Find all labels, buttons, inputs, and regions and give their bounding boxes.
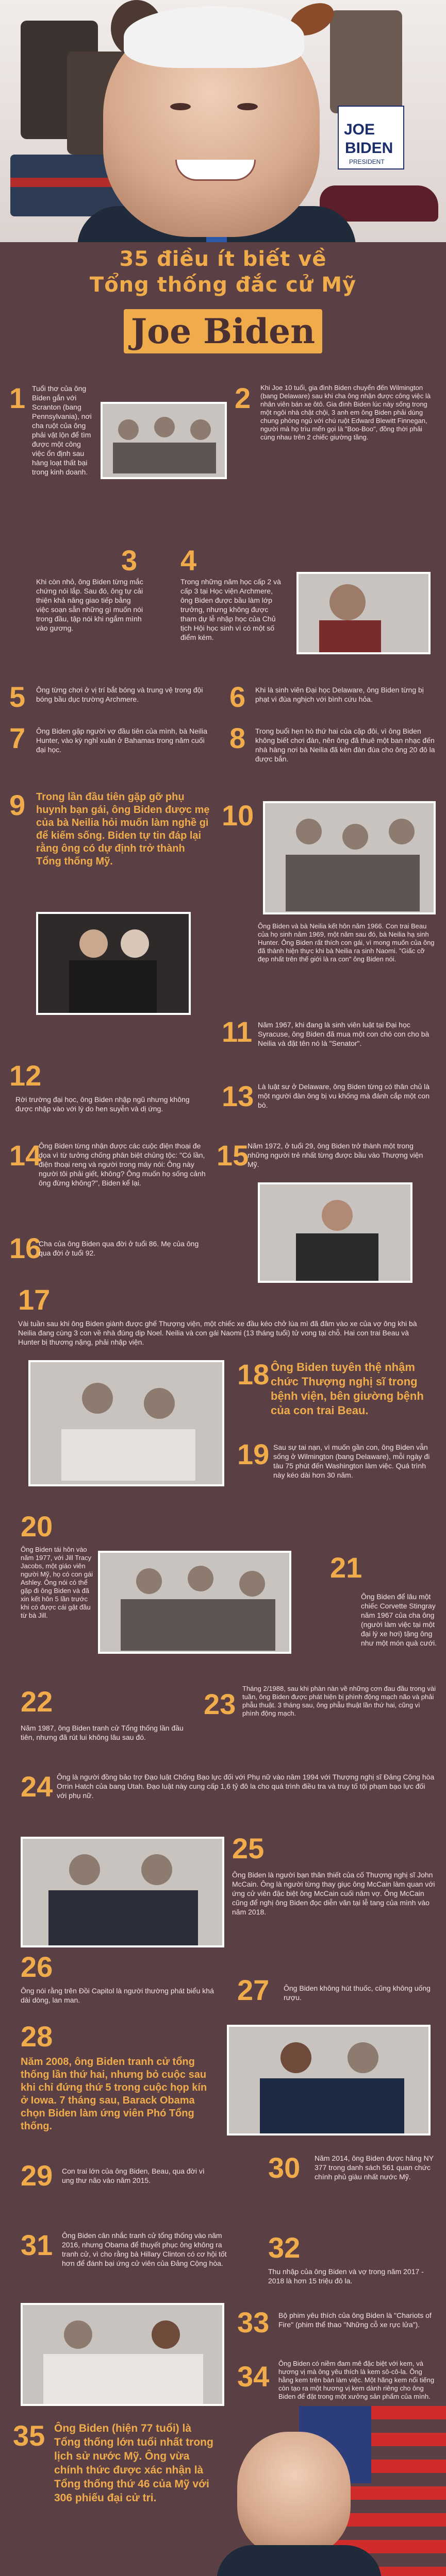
item-number: 20 <box>21 1510 53 1543</box>
item-number: 19 <box>237 1438 270 1470</box>
item-text: Sau sự tai nạn, vì muốn gần con, ông Biden vẫn sống ở Wilmington (bang Delaware), mỗi ngày đi tàu 75 phút đến Washington làm việc. Quá trình này kéo dài hơn 30 năm. <box>273 1443 430 1479</box>
campaign-poster <box>338 106 404 170</box>
item-number: 32 <box>268 2231 301 2264</box>
item-number: 11 <box>222 1015 253 1048</box>
item-text: Khi là sinh viên Đại học Delaware, ông Biden từng bị phạt vì đùa nghịch với bình cứu hỏa. <box>255 686 424 703</box>
title-name-box <box>124 309 322 353</box>
item-text: Năm 1967, khi đang là sinh viên luật tại Đại học Syracuse, ông Biden đã mua một con chó con cho bà Neilia và đặt tên nó là "Senator". <box>258 1021 430 1047</box>
item-text: Khi Joe 10 tuổi, gia đình Biden chuyển đến Wilmington (bang Delaware) sau khi cha ông nhận được công việc là nhân viên bán xe ôtô. Gia đình Biden lúc này sống trong một ngôi nhà chật chội, 3 anh em ông Biden phải dùng chung phòng ngủ với chú ruột Edward Blewitt Finnegan, người mà họ trìu mến gọi là "Boo-Boo", đồng thời phải cùng nhau trên 2 chiếc giường tầng. <box>260 384 431 441</box>
item-number: 33 <box>237 2306 270 2338</box>
photo-family-1960s <box>263 801 436 914</box>
item-text: Ông Biden từng nhận được các cuộc điện thoại đe dọa vì từ tưởng chống phân biệt chủng tộc: "Có lần, điện thoại reng và người trong máy nói: Ông này người tôi phải giết, không? Ông muốn họ sống cảnh ông đừng không?", Biden kể lại. <box>39 1142 206 1187</box>
item-number: 5 <box>9 681 26 713</box>
item-number: 22 <box>21 1685 53 1718</box>
item-number: 12 <box>9 1059 42 1092</box>
poster-line1: JOE <box>344 121 375 138</box>
item-text: Trong những năm học cấp 2 và cấp 3 tại Học viện Archmere, ông Biden được bầu làm lớp trưởng, nhưng không được tham dự lễ nhập học của Chủ tịch Hội học sinh vì có một số điểm kém. <box>180 578 281 641</box>
item-number: 10 <box>222 799 254 832</box>
item-text: Ông Biden gặp người vợ đầu tiên của mình, bà Neilia Hunter, vào kỳ nghỉ xuân ở Bahamas trong năm cuối đại học. <box>36 727 208 754</box>
hero-eye-right <box>237 103 258 110</box>
hero-collage <box>0 0 446 242</box>
item-number: 27 <box>237 1974 270 2006</box>
item-text: Năm 2014, ông Biden được hãng NY 377 trong danh sách 561 quan chức chính phủ giàu nhất nước Mỹ. <box>315 2154 434 2181</box>
item-text: Trong buổi hẹn hò thứ hai của cặp đôi, vì ông Biden không biết chơi đàn, nên ông đã thuê một ban nhạc đến nhà hàng nơi bà Neilia đã kèn đàn đùa cho ông 20 đô la được bắn. <box>255 727 435 763</box>
photo-biden-jill-wedding <box>98 1551 291 1654</box>
item-number: 7 <box>9 722 26 754</box>
item-text: Ông Biden có niềm đam mê đặc biệt với kem, và hương vị mà ông yêu thích là kem sô-cô-la. Ông hằng kem trên bàn làm việc. Một hãng kem nổi tiếng còn tạo ra một hương vị kem dành riêng cho ông Biden để đặt trong một xưởng sản phẩm của mình. <box>278 2360 435 2400</box>
title-line2: Tổng thống đắc cử Mỹ <box>89 273 357 297</box>
item-text: Ông Biden tái hôn vào năm 1977, với Jill Tracy Jacobs, một giáo viên người Mỹ, họ có con gái Ashley. Ông nói có thể gặp đi ông Biden và đã xin kết hôn 5 lần trước khi có được cái gật đầu từ bà Jill. <box>21 1546 93 1619</box>
item-text: Ông Biden và bà Neilia kết hôn năm 1966. Con trai Beau của họ sinh năm 1969, một năm sau đó, bà Neilia hạ sinh Hunter. Ông Biden rất thích con gái, vì mong muốn của ông đã thành hiện thực khi bà Neilia ra sinh Naomi. "Giấc cỡ đẹp nhất trên thế giới là ra con" ông Biden nói. <box>258 922 435 963</box>
item-text-highlight: Trong lần đầu tiên gặp gỡ phụ huynh bạn gái, ông Biden được mẹ của bà Neilia hỏi muốn làm nghề gì để kiếm sống. Biden tự tin đáp lại rằng ông có dự định trở thành Tổng thống Mỹ. <box>36 791 210 867</box>
item-text: Ông nói rằng trên Đồi Capitol là người thường phát biểu khá dài dòng, lan man. <box>21 1987 214 2004</box>
item-number: 15 <box>217 1139 249 1172</box>
item-number: 9 <box>9 789 26 821</box>
item-number: 29 <box>21 2159 53 2192</box>
item-number: 13 <box>222 1080 254 1112</box>
photo-wedding <box>36 912 191 1015</box>
item-text: Năm 1987, ông Biden tranh cử Tổng thống lần đầu tiên, nhưng đã rút lui không lâu sau đó. <box>21 1724 184 1741</box>
item-text: Ông Biden để lâu một chiếc Corvette Stingray năm 1967 của cha ông (người làm việc tại một đại lý xe hơi) tặng ông như một món quà cưới. <box>361 1592 437 1647</box>
poster-line3: PRESIDENT <box>349 158 385 165</box>
item-text: Cha của ông Biden qua đời ở tuổi 86. Mẹ của ông qua đời ở tuổi 92. <box>39 1240 199 1257</box>
photo-hospital-oath <box>28 1360 224 1486</box>
item-text: Ông Biden là người bạn thân thiết của cố Thượng nghị sĩ John McCain. Ông là người từng thay giục ông McCain làm quan với ứng cử viên đặc biệt ông McCain cuối năm vợ. Ông McCain cũng để nghị ông Biden đọc diễn văn tại lễ tang của mình vào năm 2018. <box>232 1871 435 1916</box>
item-text: Rời trường đại học, ông Biden nhập ngũ nhưng không được nhập vào với lý do hen suyễn và dị ứng. <box>15 1095 190 1113</box>
hero-smile <box>175 160 256 181</box>
item-text: Bộ phim yêu thích của ông Biden là "Chariots of Fire" (phim thể thao "Những cỗ xe rực lửa"). <box>278 2311 432 2329</box>
item-text: Ông là người đồng bảo trợ Đạo luật Chống Bạo lực đối với Phụ nữ vào năm 1994 với Thượng nghị sĩ Đảng Cộng hòa Orrin Hatch của bang Utah. Đạo luật này cung cấp 1,6 tỷ đô la cho quá trình điều tra và truy tố tội phạm bạo lực đối với phụ nữ. <box>57 1773 435 1800</box>
item-number: 18 <box>237 1358 270 1391</box>
item-text: Thu nhập của ông Biden và vợ trong năm 2017 - 2018 là hơn 15 triệu đô la. <box>268 2267 424 2285</box>
photo-senator-1972 <box>258 1182 412 1283</box>
item-number: 3 <box>121 544 138 577</box>
item-text: Vài tuần sau khi ông Biden giành được ghế Thượng viện, một chiếc xe đầu kéo chở lúa mì đã đâm vào xe của vợ ông khi bà Neilia đang cùng 3 con về nhà đúng dịp Noel. Neilia và con gái Naomi (13 tháng tuổi) tử vong tại chỗ. Hai con trai Beau và Hunter bị thương nặng, phải nhập viện. <box>18 1319 417 1346</box>
item-number: 21 <box>330 1551 362 1584</box>
item-text: Ông từng chơi ở vị trí bắt bóng và trung vệ trong đội bóng bầu dục trường Archmere. <box>36 686 203 703</box>
item-text: Năm 1972, ở tuổi 29, ông Biden trở thành một trong những người trẻ nhất từng được bầu vào Thượng viện Mỹ. <box>247 1142 423 1168</box>
hero-photo-biden-jill <box>330 10 402 113</box>
item-text: Con trai lớn của ông Biden, Beau, qua đời vì ung thư não vào năm 2015. <box>62 2167 205 2184</box>
item-number: 35 <box>13 2419 45 2452</box>
item-number: 6 <box>229 681 246 713</box>
title-name: Joe Biden <box>130 311 316 351</box>
photo-young-biden <box>296 572 431 654</box>
item-number: 17 <box>18 1283 51 1316</box>
item-number: 14 <box>9 1139 42 1172</box>
item-number: 16 <box>9 1232 42 1264</box>
item-number: 8 <box>229 722 246 754</box>
item-number: 30 <box>268 2151 301 2184</box>
hero-eye-left <box>170 103 191 110</box>
item-text: Là luật sư ở Delaware, ông Biden từng có thân chủ là một người đàn ông bị vu khống mà đánh cắp một con bò. <box>258 1082 430 1109</box>
item-number: 31 <box>21 2229 53 2261</box>
item-number: 1 <box>9 382 26 414</box>
photo-childhood <box>101 402 227 479</box>
item-number: 4 <box>180 544 197 577</box>
photo-biden-icecream <box>21 2303 224 2406</box>
item-number: 34 <box>237 2360 270 2393</box>
item-text-highlight: Ông Biden tuyên thệ nhậm chức Thượng nghị sĩ trong bệnh viện, bên giường bệnh của con trai Beau. <box>271 1361 424 1417</box>
item-text: Ông Biden không hút thuốc, cũng không uống rượu. <box>284 1984 431 2002</box>
biden-portrait-suit <box>217 2545 382 2576</box>
item-number: 2 <box>235 382 251 414</box>
item-text-highlight: Năm 2008, ông Biden tranh cử tổng thống lần thứ hai, nhưng bỏ cuộc sau khi chỉ đứng thứ 5 trong cuộc họp kín ở Iowa. 7 tháng sau, Barack Obama chọn Biden làm ứng viên Phó Tổng thống. <box>21 2056 207 2132</box>
item-number: 24 <box>21 1770 53 1803</box>
hero-biden-hair <box>124 6 304 68</box>
item-number: 28 <box>21 2020 53 2053</box>
item-text: Ông Biden cân nhắc tranh cử tổng thống vào năm 2016, nhưng Obama để thuyết phục ông không ra tranh cử, vì cho rằng bà Hillary Clinton có cơ hội tốt hơn để đánh bại ứng cử viên của Đảng Cộng hòa. <box>62 2231 227 2267</box>
photo-obama-biden <box>227 2025 431 2136</box>
poster-line2: BIDEN <box>345 140 393 157</box>
item-number: 23 <box>204 1688 236 1720</box>
item-text: Tuổi thơ của ông Biden gắn với Scranton (bang Pennsylvania), nơi cha ruột của ông phải vật lộn để tìm được một công việc ổn định sau hàng loạt thất bại trong kinh doanh. <box>32 384 92 476</box>
item-number: 25 <box>232 1832 265 1865</box>
item-text: Khi còn nhỏ, ông Biden từng mắc chứng nói lắp. Sau đó, ông tự cải thiện khả năng giao tiếp bằng việc soạn sẵn những gì muốn nói trong đầu, tập nói khi ngắm mình vào gương. <box>36 578 143 632</box>
item-text-highlight: Ông Biden (hiện 77 tuổi) là Tổng thống lớn tuổi nhất trong lịch sử nước Mỹ. Ông vừa chính thức được xác nhận là Tổng thống thứ 46 của Mỹ với 306 phiếu đại cử tri. <box>54 2422 213 2504</box>
photo-biden-mccain <box>21 1837 224 1947</box>
item-text: Tháng 2/1988, sau khi phàn nàn về những cơn đau đầu trong vài tuần, ông Biden được phát hiện bị phình động mạch não và phải phẫu thuật. 3 tháng sau, ông phẫu thuật lần thứ hai, cũng vì phình động mạch. <box>242 1685 436 1717</box>
title-line1: 35 điều ít biết về <box>119 247 327 271</box>
biden-portrait-final <box>237 2432 351 2555</box>
item-number: 26 <box>21 1951 53 1983</box>
